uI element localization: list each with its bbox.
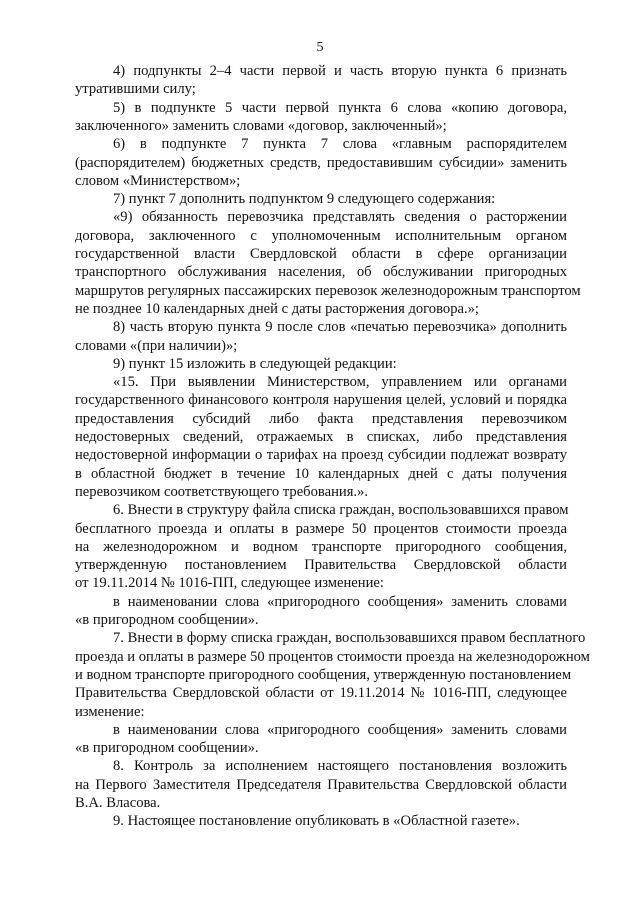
text-line: государственной власти Свердловской области в сфере организации	[75, 246, 567, 262]
text-line: транспортного обслуживания населения, об обслуживании пригородных	[75, 264, 567, 281]
text-line: бесплатного проезда и оплаты в размере 50 процентов стоимости проезда	[75, 520, 567, 537]
text-line: 4) подпункты 2–4 части первой и часть вторую пункта 6 признать	[113, 63, 567, 79]
text-line: 5) в подпункте 5 части первой пункта 6 слова «копию договора,	[113, 99, 567, 116]
text-line: 6. Внести в структуру файла списка граждан, воспользовавшихся правом	[113, 502, 569, 519]
text-line: предоставления субсидий либо факта представления перевозчиком	[75, 410, 567, 427]
text-line: изменение:	[75, 703, 145, 720]
text-line: Правительства Свердловской области от 19.11.2014 № 1016-ПП, следующее	[75, 685, 567, 702]
text-line: на железнодорожном и водном транспорте пригородного сообщения,	[75, 538, 567, 555]
text-line: «15. При выявлении Министерством, управлением или органами	[113, 374, 567, 391]
text-line: 6) в подпункте 7 пункта 7 слова «главным распорядителем	[113, 136, 567, 153]
text-line: 9) пункт 15 изложить в следующей редакции:	[113, 355, 397, 372]
text-line: государственного финансового контроля нарушения целей, условий и порядка	[75, 392, 567, 409]
text-line: 8. Контроль за исполнением настоящего постановления возложить	[113, 758, 567, 775]
text-line: не позднее 10 календарных дней с даты расторжения договора.»;	[75, 300, 479, 317]
text-line: 9. Настоящее постановление опубликовать в «Областной газете».	[113, 813, 520, 830]
text-line: недостоверной информации о тарифах на проезд субсидии подлежат возврату	[75, 447, 567, 464]
page-number: 5	[316, 40, 324, 55]
text-line: в наименовании слова «пригородного сообщения» заменить словами	[113, 721, 567, 738]
text-line: недостоверных сведений, отражаемых в списках, либо представления	[75, 429, 567, 445]
text-line: «в пригородном сообщении».	[75, 612, 259, 628]
text-line: от 19.11.2014 № 1016-ПП, следующее изменение:	[75, 575, 384, 592]
text-line: «в пригородном сообщении».	[75, 740, 259, 757]
text-line: словом «Министерством»;	[75, 172, 241, 189]
text-line: заключенного» заменить словами «договор, заключенный»;	[75, 117, 447, 134]
text-line: и водном транспорте пригородного сообщения, утвержденную постановлением	[75, 666, 572, 683]
text-line: В.А. Власова.	[75, 795, 161, 811]
text-line: 7) пункт 7 дополнить подпунктом 9 следующего содержания:	[113, 191, 496, 208]
text-line: на Первого Заместителя Председателя Правительства Свердловской области	[75, 776, 567, 793]
text-line: утвержденную постановлением Правительства Свердловской области	[75, 557, 567, 574]
text-line: 8) часть вторую пункта 9 после слов «печатью перевозчика» дополнить	[113, 319, 567, 336]
text-line: словами «(при наличии)»;	[75, 337, 238, 354]
text-line: в наименовании слова «пригородного сообщения» заменить словами	[113, 593, 567, 610]
text-line: маршрутов регулярных пассажирских перевозок железнодорожным транспортом	[75, 282, 581, 299]
text-line: «9) обязанность перевозчика представлять сведения о расторжении	[113, 209, 567, 226]
text-line: 7. Внести в форму списка граждан, воспользовавшихся правом бесплатного	[113, 630, 586, 647]
text-line: в областной бюджет в течение 10 календарных дней с даты получения	[75, 465, 567, 482]
text-line: перевозчиком соответствующего требования.».	[75, 483, 368, 500]
text-line: договора, заключенного с уполномоченным исполнительным органом	[75, 227, 567, 244]
text-line: утратившими силу;	[75, 81, 196, 98]
text-line: (распорядителем) бюджетных средств, предоставившим субсидии» заменить	[75, 154, 567, 171]
text-line: проезда и оплаты в размере 50 процентов стоимости проезда на железнодорожном	[75, 648, 590, 665]
